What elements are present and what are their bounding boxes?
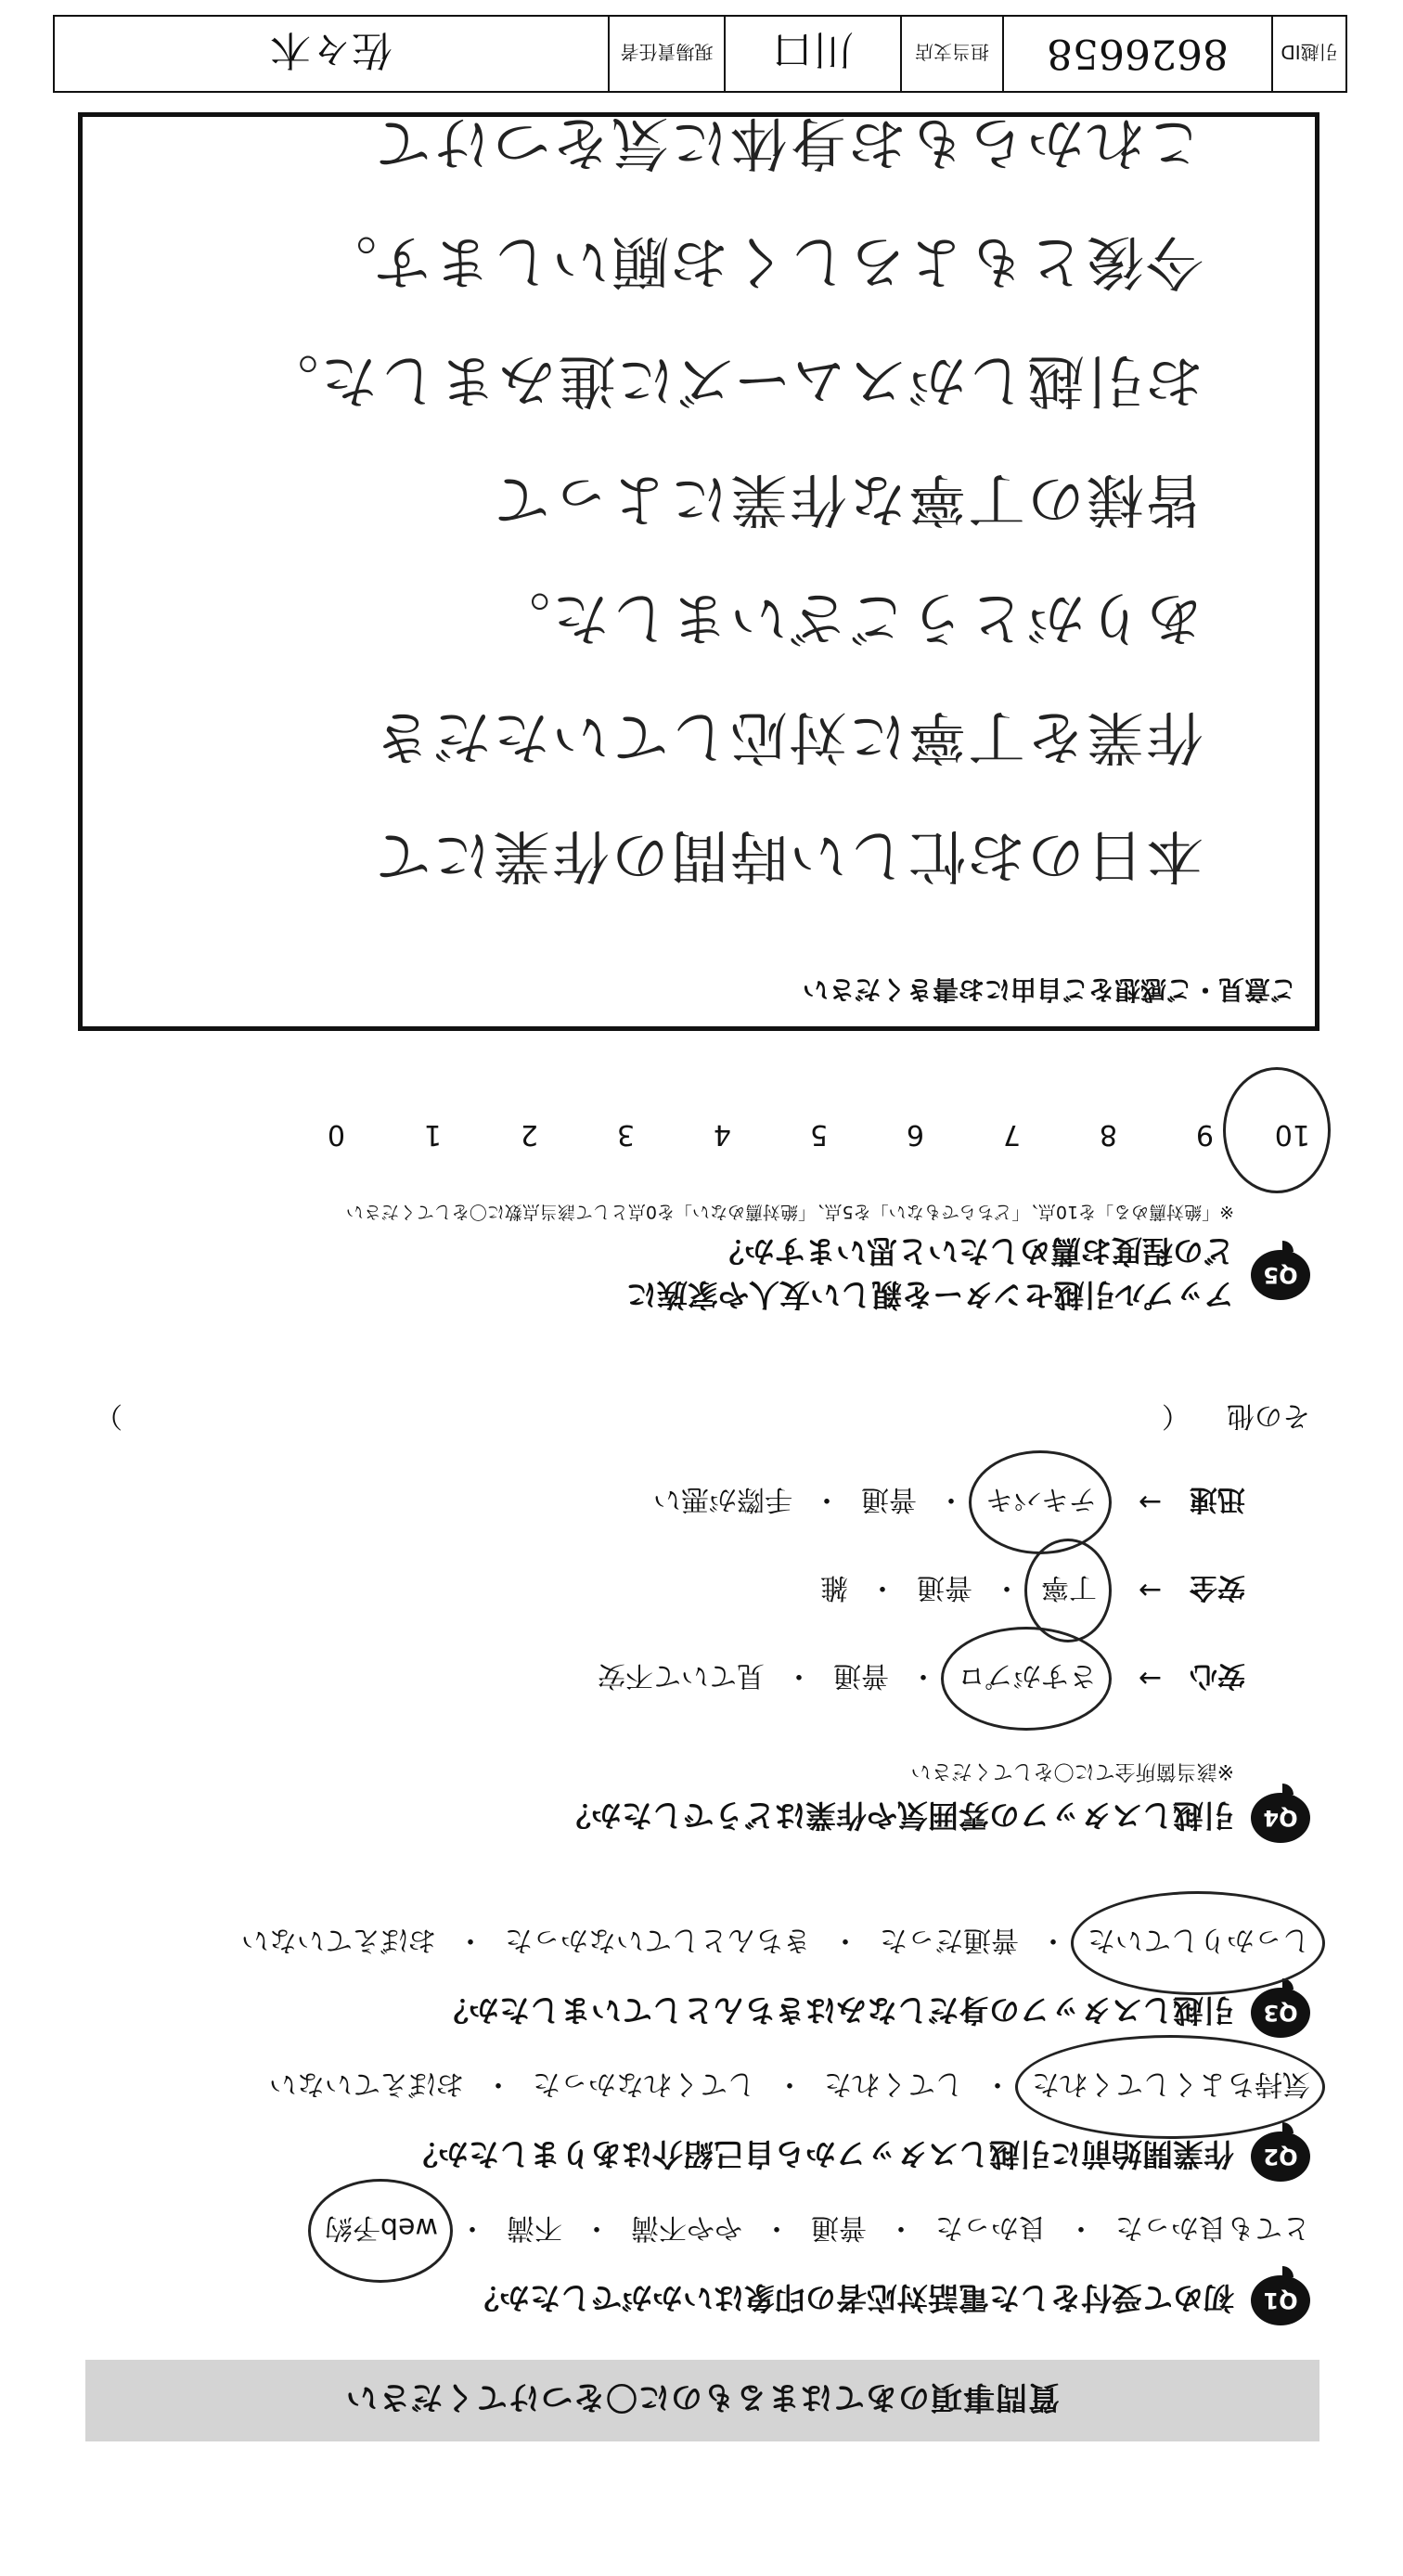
question-4	[48, 1758, 1310, 1843]
other-open-paren: （	[1162, 1399, 1190, 1432]
scale-value[interactable]: 6	[906, 1118, 924, 1151]
row-label: 安心	[1190, 1659, 1245, 1692]
q2-option[interactable]: してくれた	[824, 2067, 963, 2100]
comment-line: 皆様の丁寧な作業によって	[490, 466, 1203, 534]
row-label: 迅速	[1190, 1483, 1245, 1515]
scale-value-selected[interactable]: 10	[1214, 1118, 1310, 1151]
question-5	[48, 1201, 1310, 1319]
question-1	[48, 2275, 1310, 2325]
arrow-icon: →	[1138, 1662, 1162, 1695]
q4-option[interactable]: 普通	[861, 1483, 917, 1515]
q3-text: 引越しスタッフの身だしなみはきちんとしていましたか？	[438, 1992, 1234, 2029]
q2-option-selected[interactable]: 気持ちよくしてくれた	[1032, 2067, 1310, 2107]
branch-value[interactable]: 川口	[724, 17, 900, 91]
lead-value[interactable]: 佐々木	[270, 26, 393, 73]
q3-option[interactable]: おぼえていない	[241, 1924, 436, 1956]
q1-option-selected[interactable]: web予約	[325, 2210, 438, 2251]
scale-value[interactable]: 7	[1002, 1118, 1021, 1151]
scale-value[interactable]: 9	[1195, 1118, 1214, 1151]
header-info-table	[53, 15, 1347, 93]
q3-options: しっかりしていた ・ 普通だった ・ きちんとしていなかった ・ おぼえていない	[241, 1923, 1310, 1964]
handwritten-comment	[136, 84, 1203, 915]
q1-text: 初めて受付をした電話対応者の印象はいかがでしたか？	[469, 2280, 1234, 2317]
q4-option-selected[interactable]: テキパキ	[985, 1482, 1097, 1523]
id-label: 引越ID	[1271, 17, 1345, 91]
q1-option[interactable]: とても良かった	[1115, 2211, 1310, 2244]
q4-option[interactable]: 見ていて不安	[598, 1659, 765, 1692]
scale-value[interactable]: 1	[423, 1118, 442, 1151]
scale-value[interactable]: 3	[616, 1118, 635, 1151]
q5-badge: Q5	[1251, 1250, 1310, 1300]
q1-option[interactable]: 不満	[507, 2211, 562, 2244]
q4-row-anzen: 安全 → 丁寧 ・ 普通 ・ 雑	[820, 1570, 1245, 1611]
other-label: その他	[1227, 1399, 1310, 1432]
q2-options: 気持ちよくしてくれた ・ してくれた ・ してくれなかった ・ おぼえていない	[269, 2067, 1310, 2107]
q4-option[interactable]: 普通	[833, 1659, 889, 1692]
q3-badge: Q3	[1251, 1988, 1310, 2038]
comment-box[interactable]	[78, 109, 1319, 1031]
q4-note: ※該当箇所全てに〇をしてください	[910, 1759, 1234, 1783]
q2-option[interactable]: おぼえていない	[269, 2067, 464, 2100]
q1-options: とても良かった ・ 良かった ・ 普通 ・ やや不満 ・ 不満 ・ web予約	[325, 2210, 1310, 2251]
q5-text-line2: どの程度お薦めしたいと思いますか？	[714, 1233, 1234, 1269]
q4-option[interactable]: 手際が悪い	[653, 1483, 792, 1515]
q2-text: 作業開始前に引越しスタッフから自己紹介はありましたか？	[407, 2136, 1234, 2173]
q4-badge: Q4	[1251, 1793, 1310, 1843]
comment-line: ありがとうございました。	[490, 585, 1203, 652]
comment-title: ご意見・ご感想をご自由にお書きください	[802, 974, 1296, 1005]
comment-line: お引越しがスムーズに進みました。	[259, 347, 1203, 415]
arrow-icon: →	[1138, 1574, 1162, 1607]
q4-row-jinsoku: 迅速 → テキパキ ・ 普通 ・ 手際が悪い	[653, 1482, 1245, 1523]
lead-label: 現場責任者	[608, 17, 724, 91]
scale-value[interactable]: 2	[520, 1118, 538, 1151]
question-2	[48, 2132, 1310, 2182]
q3-option[interactable]: 普通だった	[880, 1924, 1019, 1956]
q4-option-selected[interactable]: さすがプロ	[958, 1658, 1097, 1699]
scale-value[interactable]: 8	[1099, 1118, 1117, 1151]
q1-option[interactable]: 普通	[811, 2211, 867, 2244]
q4-other-row	[30, 1398, 1310, 1439]
branch-label: 担当支店	[900, 17, 1002, 91]
q4-option-selected[interactable]: 丁寧	[1041, 1570, 1097, 1611]
q4-row-anshin: 安心 → さすがプロ ・ 普通 ・ 見ていて不安	[598, 1658, 1245, 1699]
q4-option[interactable]: 普通	[917, 1571, 972, 1604]
q2-badge: Q2	[1251, 2132, 1310, 2182]
q4-option[interactable]: 雑	[820, 1571, 848, 1604]
q3-option[interactable]: きちんとしていなかった	[505, 1924, 811, 1956]
question-3	[48, 1988, 1310, 2038]
scale-value[interactable]: 5	[809, 1118, 828, 1151]
q1-badge: Q1	[1251, 2275, 1310, 2325]
comment-line: 作業を丁寧に対応していただき	[371, 703, 1203, 771]
q1-option[interactable]: やや不満	[631, 2211, 742, 2244]
id-value[interactable]: 8626658	[1002, 17, 1271, 91]
arrow-icon: →	[1138, 1486, 1162, 1519]
q3-option-selected[interactable]: しっかりしていた	[1088, 1923, 1310, 1964]
q5-note: ※「絶対薦める」を10点、「どちらでもない」を5点、「絶対薦めない」を0点として該当点数に〇をしてください	[345, 1202, 1234, 1222]
comment-line: 今後ともよろしくお願いします。	[316, 228, 1203, 296]
other-close-paren: ）	[95, 1399, 122, 1432]
q5-scale	[249, 1118, 1310, 1151]
comment-line: これからもお身体に気をつけて	[371, 109, 1203, 177]
scale-value[interactable]: 4	[713, 1118, 731, 1151]
instruction-banner: 質問事項のあてはまるものに〇をつけてください	[85, 2360, 1319, 2441]
q4-text: 引越しスタッフの雰囲気や作業はどうでしたか？	[560, 1797, 1234, 1835]
q2-option[interactable]: してくれなかった	[533, 2067, 755, 2100]
scale-value[interactable]: 0	[327, 1118, 345, 1151]
q5-text-line1: アップル引越センターを親しい友人や家族に	[625, 1277, 1234, 1313]
row-label: 安全	[1190, 1571, 1245, 1604]
q1-option[interactable]: 良かった	[935, 2211, 1047, 2244]
comment-line: 本日のお忙しい時間の作業にて	[371, 822, 1203, 890]
